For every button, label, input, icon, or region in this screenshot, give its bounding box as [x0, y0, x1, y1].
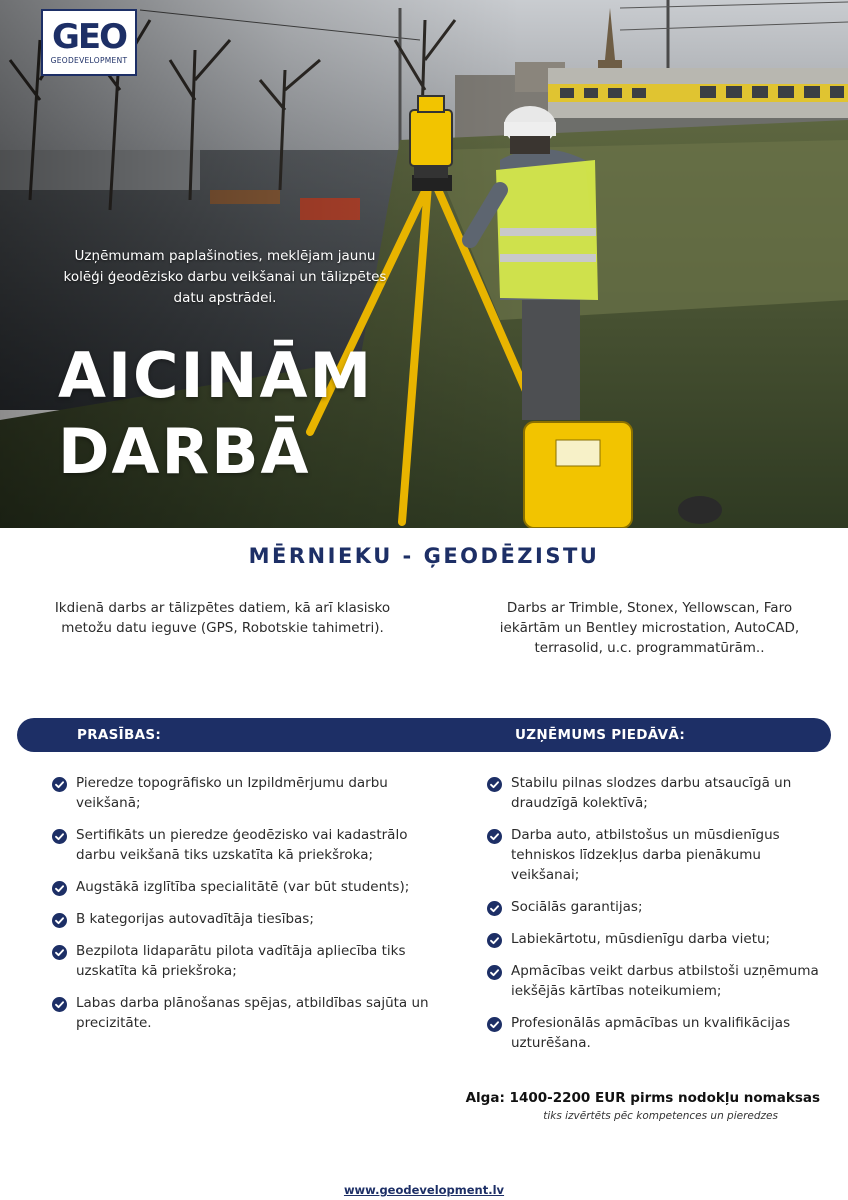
list-item	[52, 909, 432, 929]
list-item-text: Augstākā izglītība specialitātē (var būt students);	[76, 879, 410, 895]
logo-mark: GEO	[51, 17, 127, 57]
headline-line-2: DARBĀ	[58, 415, 311, 488]
requirements-heading: PRASĪBAS:	[77, 727, 162, 743]
list-item-text: Bezpilota lidaparātu pilota vadītāja apliecība tiks uzskatīta kā priekšroka;	[76, 943, 406, 979]
check-circle-icon	[487, 901, 502, 916]
requirements-list	[52, 773, 432, 1045]
check-circle-icon	[487, 933, 502, 948]
list-item	[52, 825, 432, 865]
section-header-bar	[17, 718, 831, 752]
check-circle-icon	[487, 777, 502, 792]
list-item-text: Labas darba plānošanas spējas, atbildības sajūta un precizitāte.	[76, 995, 429, 1031]
salary-note: tiks izvērtēts pēc kompetences un pieredzes	[543, 1110, 778, 1122]
salary-line: Alga: 1400-2200 EUR pirms nodokļu nomaksas	[465, 1090, 820, 1106]
list-item	[487, 929, 827, 949]
check-circle-icon	[52, 881, 67, 896]
list-item	[52, 993, 432, 1033]
hero-banner	[0, 0, 848, 528]
check-circle-icon	[52, 945, 67, 960]
company-logo	[41, 9, 137, 76]
list-item	[487, 825, 827, 885]
check-circle-icon	[487, 829, 502, 844]
website-link[interactable]: www.geodevelopment.lv	[343, 1183, 505, 1197]
check-circle-icon	[487, 1017, 502, 1032]
list-item	[487, 961, 827, 1001]
list-item-text: Sertifikāts un pieredze ģeodēzisko vai kadastrālo darbu veikšanā tiks uzskatīta kā priekšroka;	[76, 827, 408, 863]
offers-list	[487, 773, 827, 1065]
headline-line-1: AICINĀM	[58, 339, 374, 412]
list-item-text: B kategorijas autovadītāja tiesības;	[76, 911, 314, 927]
list-item	[487, 897, 827, 917]
list-item	[52, 941, 432, 981]
list-item-text: Pieredze topogrāfisko un Izpildmērjumu darbu veikšanā;	[76, 775, 388, 811]
check-circle-icon	[52, 829, 67, 844]
position-description-right: Darbs ar Trimble, Stonex, Yellowscan, Faro iekārtām un Bentley microstation, AutoCAD, terrasolid, u.c. programmatūrām..	[499, 600, 800, 656]
offers-heading: UZŅĒMUMS PIEDĀVĀ:	[515, 727, 686, 743]
list-item	[52, 773, 432, 813]
check-circle-icon	[52, 997, 67, 1012]
intro-text: Uzņēmumam paplašinoties, meklējam jaunu kolēģi ģeodēzisko darbu veikšanai un tālizpētes datu apstrādei.	[63, 248, 387, 306]
list-item	[487, 773, 827, 813]
list-item	[52, 877, 432, 897]
list-item-text: Labiekārtotu, mūsdienīgu darba vietu;	[511, 931, 771, 947]
headline	[58, 338, 373, 490]
position-description-left: Ikdienā darbs ar tālizpētes datiem, kā arī klasisko metožu datu ieguve (GPS, Robotskie tahimetri).	[54, 600, 391, 636]
logo-subtitle: GEODEVELOPMENT	[50, 56, 128, 65]
check-circle-icon	[487, 965, 502, 980]
check-circle-icon	[52, 777, 67, 792]
list-item-text: Apmācības veikt darbus atbilstoši uzņēmuma iekšējās kārtības noteikumiem;	[511, 963, 819, 999]
list-item-text: Darba auto, atbilstošus un mūsdienīgus tehniskos līdzekļus darba pienākumu veikšanai;	[511, 827, 780, 883]
list-item-text: Sociālās garantijas;	[511, 899, 643, 915]
check-circle-icon	[52, 913, 67, 928]
position-title: MĒRNIEKU - ĢEODĒZISTU	[248, 544, 600, 568]
list-item-text: Profesionālās apmācības un kvalifikācijas uzturēšana.	[511, 1015, 791, 1051]
list-item	[487, 1013, 827, 1053]
list-item-text: Stabilu pilnas slodzes darbu atsaucīgā un draudzīgā kolektīvā;	[511, 775, 792, 811]
